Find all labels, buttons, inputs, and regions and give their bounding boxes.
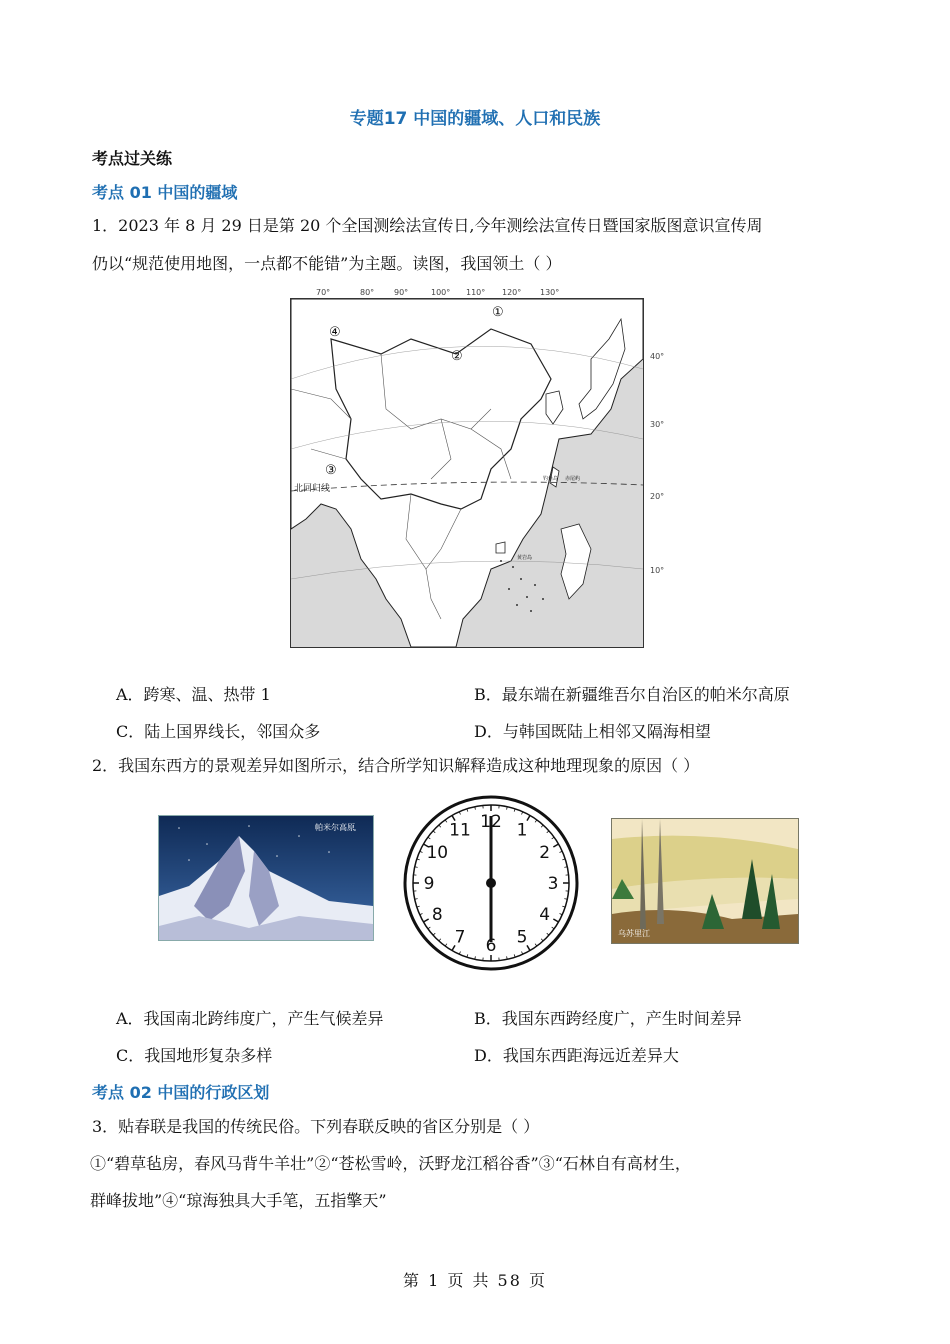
clock-number: 3 bbox=[547, 874, 559, 894]
clock-number: 2 bbox=[539, 843, 551, 863]
region-mark-4: ④ bbox=[329, 325, 341, 340]
q1-text-line1: 1．2023 年 8 月 29 日是第 20 个全国测绘法宣传日,今年测绘法宣传日暨国家版图意识宣传周 bbox=[92, 216, 763, 235]
q1-option-c: C．陆上国界线长，邻国众多 bbox=[116, 722, 321, 741]
map-drawing bbox=[291, 299, 643, 647]
page-footer: 第 1 页 共 58 页 bbox=[403, 1271, 547, 1290]
lon-label: 110° bbox=[466, 288, 486, 297]
china-territory-map bbox=[290, 298, 644, 648]
clock-number: 12 bbox=[480, 812, 502, 832]
island-label: 赤尾屿 bbox=[565, 476, 581, 482]
tropic-label: 北回归线 bbox=[294, 484, 331, 494]
mountain-illustration bbox=[159, 816, 373, 940]
lon-label: 130° bbox=[540, 288, 560, 297]
lon-label: 70° bbox=[316, 288, 331, 297]
q2-option-a: A．我国南北跨纬度广，产生气候差异 bbox=[116, 1009, 384, 1028]
section-heading: 考点过关练 bbox=[92, 149, 173, 168]
ussuri-river-image bbox=[611, 818, 799, 944]
lat-label: 30° bbox=[650, 420, 665, 429]
page-title: 专题17 中国的疆域、人口和民族 bbox=[349, 109, 601, 129]
clock-number: 5 bbox=[516, 927, 528, 948]
lon-label: 80° bbox=[360, 288, 375, 297]
clock-number: 10 bbox=[426, 843, 449, 863]
river-illustration bbox=[612, 819, 798, 943]
clock-number: 1 bbox=[516, 820, 528, 841]
clock-face bbox=[402, 794, 580, 972]
region-mark-2: ② bbox=[451, 349, 463, 364]
pamir-label: 帕米尔高原 bbox=[315, 823, 355, 832]
lat-label: 40° bbox=[650, 352, 665, 361]
q2-option-d: D．我国东西距海远近差异大 bbox=[474, 1046, 679, 1065]
q2-option-b: B．我国东西跨经度广，产生时间差异 bbox=[474, 1009, 742, 1028]
topic-heading-2: 考点 02 中国的行政区划 bbox=[92, 1083, 270, 1102]
island-label: 钓鱼岛 bbox=[543, 476, 559, 482]
q3-text-line2: ①“碧草毡房，春风马背牛羊壮”②“苍松雪岭，沃野龙江稻谷香”③“石林自有高材生， bbox=[90, 1154, 691, 1173]
q1-option-d: D．与韩国既陆上相邻又隔海相望 bbox=[474, 722, 711, 741]
clock-number: 9 bbox=[423, 874, 435, 894]
island-label: 黄岩岛 bbox=[517, 555, 533, 561]
q1-option-b: B．最东端在新疆维吾尔自治区的帕米尔高原 bbox=[474, 685, 790, 704]
region-mark-1: ① bbox=[492, 305, 504, 320]
q1-text-line2: 仍以“规范使用地图，一点都不能错”为主题。读图，我国领土（ ） bbox=[92, 254, 562, 273]
lat-label: 20° bbox=[650, 492, 665, 501]
q2-option-c: C．我国地形复杂多样 bbox=[116, 1046, 273, 1065]
clock-number: 8 bbox=[431, 905, 443, 925]
clock-number: 6 bbox=[485, 936, 497, 956]
lon-label: 120° bbox=[502, 288, 522, 297]
lon-label: 100° bbox=[431, 288, 451, 297]
topic-heading-1: 考点 01 中国的疆域 bbox=[92, 183, 238, 202]
ussuri-label: 乌苏里江 bbox=[618, 929, 650, 938]
q3-text-line1: 3．贴春联是我国的传统民俗。下列春联反映的省区分别是（ ） bbox=[92, 1117, 540, 1136]
lon-label: 90° bbox=[394, 288, 409, 297]
clock-number: 4 bbox=[539, 905, 551, 925]
region-mark-3: ③ bbox=[325, 463, 337, 478]
q1-option-a: A．跨寒、温、热带 1 bbox=[116, 685, 271, 704]
clock-number: 7 bbox=[454, 927, 466, 948]
clock-image bbox=[402, 794, 580, 972]
lat-label: 10° bbox=[650, 566, 665, 575]
q2-text-line1: 2．我国东西方的景观差异如图所示，结合所学知识解释造成这种地理现象的原因（ ） bbox=[92, 756, 700, 775]
clock-number: 11 bbox=[449, 820, 471, 841]
pamir-mountain-image bbox=[158, 815, 374, 941]
q3-text-line3: 群峰拔地”④“琼海独具大手笔，五指擎天” bbox=[90, 1191, 387, 1210]
